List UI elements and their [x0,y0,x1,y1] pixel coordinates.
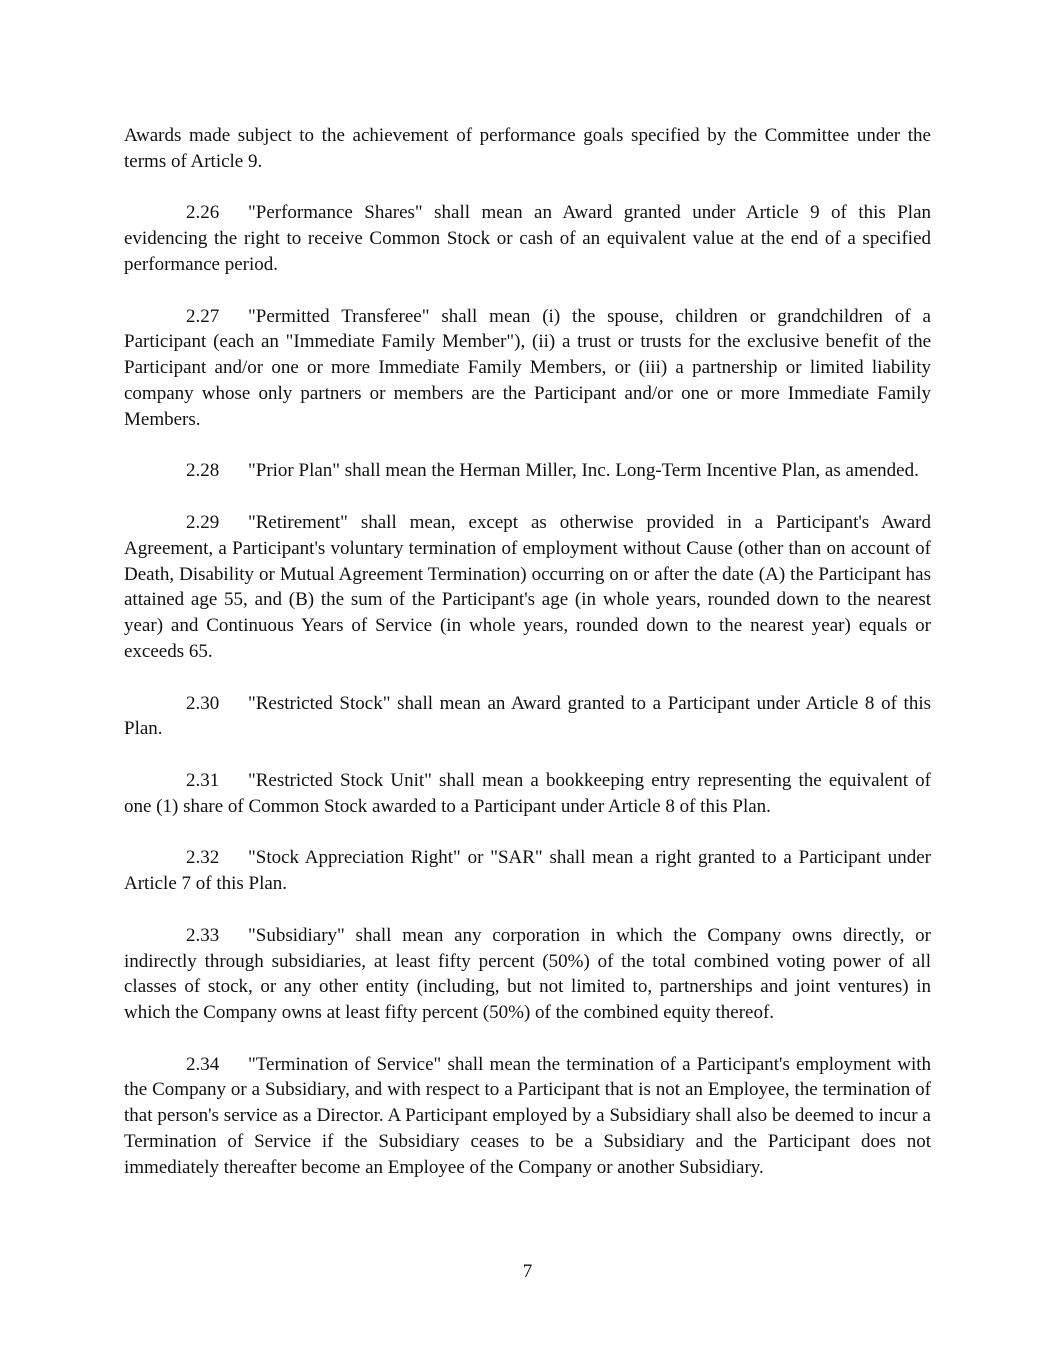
section-number: 2.32 [186,847,220,869]
section-text: "Subsidiary" shall mean any corporation in which the Company owns directly, or indirectly through subsidiaries, at least fifty percent (50%) of the total combined voting power of all classes of stock, or any other entity (including, but not limited to, partnerships and joint ventures) in which the Company owns at least fifty percent (50%) of the combined equity thereof. [124,924,931,1024]
section-2-26 [124,200,931,277]
section-text: "Stock Appreciation Right" or "SAR" shall mean a right granted to a Participant under Article 7 of this Plan. [124,847,931,895]
document-body [124,123,931,1206]
section-2-31 [124,768,931,820]
section-number: 2.29 [186,511,220,533]
section-text: "Termination of Service" shall mean the termination of a Participant's employment with the Company or a Subsidiary, and with respect to a Participant that is not an Employee, the termination of that person's service as a Director. A Participant employed by a Subsidiary shall also be deemed to incur a Termination of Service if the Subsidiary ceases to be a Subsidiary and the Participant does not immediately thereafter become an Employee of the Company or another Subsidiary. [124,1053,931,1178]
intro-paragraph: Awards made subject to the achievement of performance goals specified by the Committee under the terms of Article 9. [124,125,931,172]
section-number: 2.28 [186,460,220,482]
section-number: 2.31 [186,769,220,791]
section-2-28 [124,458,931,484]
section-text: "Restricted Stock Unit" shall mean a bookkeeping entry representing the equivalent of one (1) share of Common Stock awarded to a Participant under Article 8 of this Plan. [124,769,931,817]
section-text: "Permitted Transferee" shall mean (i) the spouse, children or grandchildren of a Participant (each an "Immediate Family Member"), (ii) a trust or trusts for the exclusive benefit of the Participant and/or one or more Immediate Family Members, or (iii) a partnership or limited liability company whose only partners or members are the Participant and/or one or more Immediate Family Members. [124,305,931,430]
section-2-29 [124,510,931,665]
section-text: "Retirement" shall mean, except as otherwise provided in a Participant's Award Agreement, a Participant's voluntary termination of employment without Cause (other than on account of Death, Disability or Mutual Agreement Termination) occurring on or after the date (A) the Participant has attained age 55, and (B) the sum of the Participant's age (in whole years, rounded down to the nearest year) and Continuous Years of Service (in whole years, rounded down to the nearest year) equals or exceeds 65. [124,511,931,662]
section-2-34 [124,1052,931,1181]
section-number: 2.33 [186,924,220,946]
section-2-30 [124,691,931,743]
section-number: 2.30 [186,692,220,714]
section-2-27 [124,304,931,433]
section-text: "Restricted Stock" shall mean an Award granted to a Participant under Article 8 of this Plan. [124,692,931,740]
page-number: 7 [522,1261,533,1282]
section-number: 2.34 [186,1053,220,1075]
section-2-33 [124,923,931,1026]
section-number: 2.27 [186,305,220,327]
section-2-32 [124,845,931,897]
section-text: "Prior Plan" shall mean the Herman Miller, Inc. Long-Term Incentive Plan, as amended. [248,460,919,482]
section-text: "Performance Shares" shall mean an Award granted under Article 9 of this Plan evidencing the right to receive Common Stock or cash of an equivalent value at the end of a specified performance period. [124,202,931,275]
section-number: 2.26 [186,202,220,224]
